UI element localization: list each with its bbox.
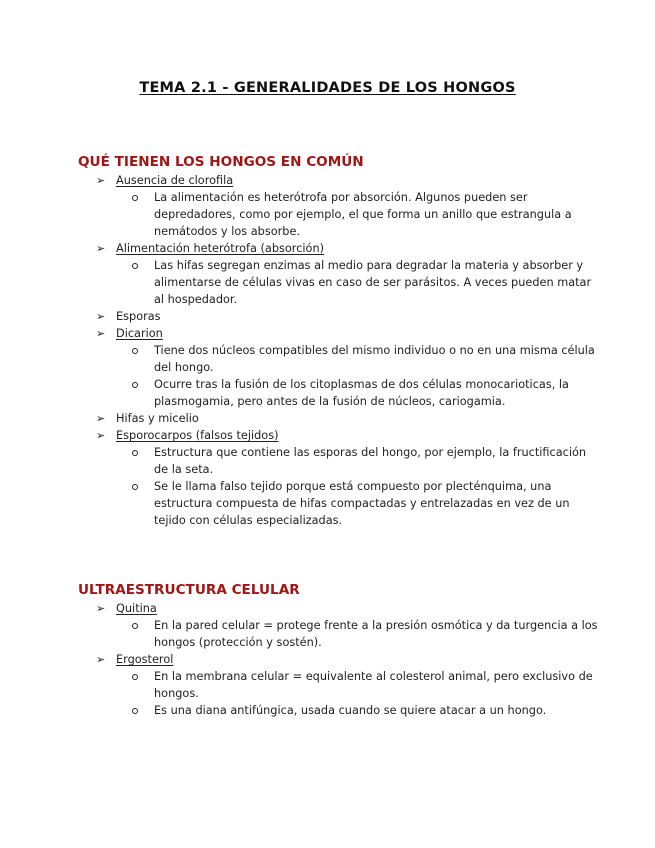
- sub-bullet-item: [78, 376, 598, 410]
- sub-bullet-text: Tiene dos núcleos compatibles del mismo individuo o no en una misma célula del hongo.: [154, 344, 595, 374]
- hollow-circle-bullet-icon: [132, 623, 138, 629]
- hollow-circle-bullet-icon: [132, 382, 138, 388]
- hollow-circle-bullet-icon: [132, 348, 138, 354]
- hollow-circle-bullet-icon: [132, 708, 138, 714]
- bullet-item: [78, 172, 598, 189]
- sub-bullet-text: Se le llama falso tejido porque está compuesto por plecténquima, una estructura compuesta de hifas compactadas y entrelazadas en vez de un tejido con células especializadas.: [154, 480, 570, 527]
- bullet-label: Ausencia de clorofila: [116, 174, 234, 187]
- sub-bullet-item: [78, 257, 598, 308]
- bullet-label: Alimentación heterótrofa (absorción): [116, 242, 325, 255]
- bullet-item: [78, 325, 598, 342]
- sub-bullet-text: Es una diana antifúngica, usada cuando se quiere atacar a un hongo.: [154, 704, 547, 717]
- sub-bullet-item: [78, 668, 598, 702]
- arrow-bullet-icon: ➢: [96, 327, 106, 340]
- arrow-bullet-icon: ➢: [96, 174, 106, 187]
- bullet-label: Dicarion: [116, 327, 163, 340]
- arrow-bullet-icon: ➢: [96, 429, 106, 442]
- bullet-item: [78, 410, 598, 427]
- sub-bullet-item: [78, 342, 598, 376]
- sub-bullet-text: Las hifas segregan enzimas al medio para degradar la materia y absorber y alimentarse de células vivas en caso de ser parásitos. A veces pueden matar al hospedador.: [154, 259, 592, 306]
- sub-bullet-text: En la membrana celular = equivalente al colesterol animal, pero exclusivo de hongos.: [154, 670, 593, 700]
- sub-bullet-text: Estructura que contiene las esporas del hongo, por ejemplo, la fructificación de la seta.: [154, 446, 587, 476]
- sub-bullet-item: [78, 189, 598, 240]
- sub-bullet-item: [78, 478, 598, 529]
- hollow-circle-bullet-icon: [132, 484, 138, 490]
- sub-bullet-item: [78, 702, 598, 719]
- bullet-label: Ergosterol: [116, 653, 174, 666]
- section-cell-ultrastructure: [78, 580, 598, 719]
- bullet-label: Hifas y micelio: [116, 412, 199, 425]
- bullet-item: [78, 427, 598, 444]
- document-title: TEMA 2.1 - GENERALIDADES DE LOS HONGOS: [139, 80, 516, 96]
- hollow-circle-bullet-icon: [132, 263, 138, 269]
- bullet-label: Esporas: [116, 310, 161, 323]
- bullet-item: [78, 240, 598, 257]
- arrow-bullet-icon: ➢: [96, 242, 106, 255]
- section-heading: ULTRAESTRUCTURA CELULAR: [78, 582, 300, 598]
- bullet-label: Quitina: [116, 602, 157, 615]
- sub-bullet-item: [78, 617, 598, 651]
- bullet-item: [78, 308, 598, 325]
- hollow-circle-bullet-icon: [132, 674, 138, 680]
- sub-bullet-text: En la pared celular = protege frente a la presión osmótica y da turgencia a los hongos (protección y sostén).: [154, 619, 598, 649]
- arrow-bullet-icon: ➢: [96, 412, 106, 425]
- sub-bullet-text: La alimentación es heterótrofa por absorción. Algunos pueden ser depredadores, como por ejemplo, el que forma un anillo que estrangula a nemátodos y los absorbe.: [154, 191, 572, 238]
- sub-bullet-text: Ocurre tras la fusión de los citoplasmas de dos células monocarioticas, la plasmogamia, pero antes de la fusión de núcleos, cariogamia.: [154, 378, 569, 408]
- bullet-label: Esporocarpos (falsos tejidos): [116, 429, 279, 442]
- sub-bullet-item: [78, 444, 598, 478]
- bullet-item: [78, 600, 598, 617]
- bullet-item: [78, 651, 598, 668]
- arrow-bullet-icon: ➢: [96, 653, 106, 666]
- section-common-traits: [78, 152, 598, 529]
- section-heading: QUÉ TIENEN LOS HONGOS EN COMÚN: [78, 154, 364, 170]
- hollow-circle-bullet-icon: [132, 450, 138, 456]
- arrow-bullet-icon: ➢: [96, 310, 106, 323]
- hollow-circle-bullet-icon: [132, 195, 138, 201]
- arrow-bullet-icon: ➢: [96, 602, 106, 615]
